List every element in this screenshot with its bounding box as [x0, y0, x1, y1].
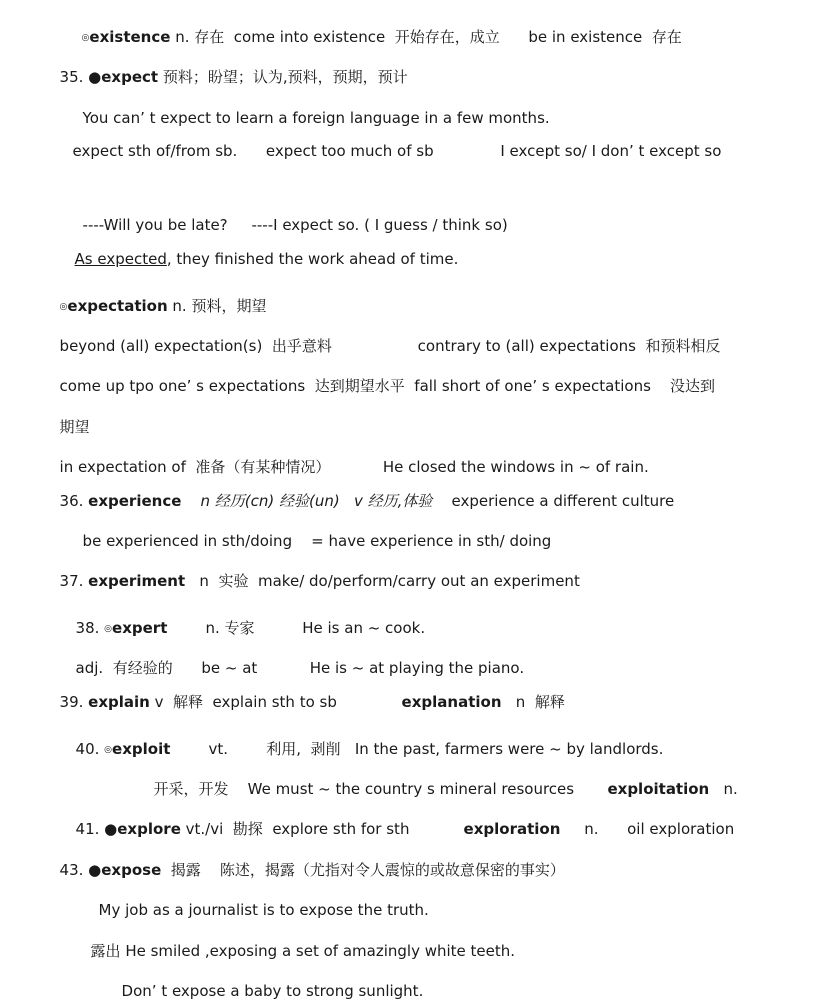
entry-40-exploit: [66, 719, 663, 760]
definition-text: n. 预料，期望: [167, 297, 267, 315]
definition-text: n 实验 make/ do/perform/carry out an experiment: [185, 572, 580, 590]
headword: ●explore: [104, 820, 181, 838]
circle-bullet-icon: ◎: [81, 33, 90, 43]
entry-number: 35.: [59, 68, 89, 86]
headword: existence: [89, 28, 171, 46]
related-word-explanation: [392, 672, 565, 712]
phrase-text: 开采，开发 We must ~ the country s mineral resources: [153, 780, 608, 798]
example-text: , they finished the work ahead of time.: [166, 250, 459, 268]
circle-bullet-icon: ◎: [104, 745, 113, 755]
definition-text: n. oil exploration: [560, 820, 735, 838]
definition-text: v 解释 explain sth to sb: [149, 693, 337, 711]
entry-36-experience: [50, 471, 674, 511]
entry-37-experiment: [50, 551, 580, 591]
phrase-text: adj. 有经验的 be ~ at He is ~ at playing the piano.: [75, 659, 525, 677]
headword: explain: [88, 693, 150, 711]
related-headword: exploitation: [607, 780, 710, 798]
phrase-line: [50, 316, 720, 356]
example-sentence: [65, 229, 458, 269]
entry-39-explain: [50, 672, 337, 712]
related-word-exploration: [454, 799, 734, 839]
example-text: Don’ t expose a baby to strong sunlight.: [121, 982, 424, 1000]
phrase-line: [63, 121, 721, 161]
circle-bullet-icon: ◎: [104, 624, 113, 634]
phrase-line: [144, 759, 738, 799]
entry-38-expert: [66, 598, 425, 639]
example-sentence: [81, 921, 515, 961]
definition-text: n 解释: [501, 693, 565, 711]
entry-41-explore: [66, 799, 409, 839]
phrase-text: beyond (all) expectation(s) 出乎意料 contrary to (all) expectations 和预料相反: [59, 337, 721, 355]
entry-number: 36.: [59, 492, 89, 510]
entry-number: 38.: [75, 619, 105, 637]
definition-text: vt. 利用, 剥削 In the past, farmers were ~ by landlords.: [170, 740, 664, 758]
entry-number: 37.: [59, 572, 89, 590]
headword: ●expect: [88, 68, 159, 86]
definition-text: n. 专家 He is an ~ cook.: [167, 619, 426, 637]
example-text: My job as a journalist is to expose the truth.: [98, 901, 429, 919]
example-text: You can’ t expect to learn a foreign language in a few months.: [82, 109, 550, 127]
part-of-speech: n 经历(cn) 经验(un) v 经历,体验: [200, 492, 433, 510]
headword: experiment: [88, 572, 186, 590]
example-sentence: [89, 880, 429, 920]
headword: exploit: [112, 740, 171, 758]
headword: expectation: [67, 297, 168, 315]
underlined-phrase: As expected: [74, 250, 167, 268]
related-headword: explanation: [401, 693, 502, 711]
entry-43-expose: [50, 840, 565, 880]
headword: expert: [112, 619, 168, 637]
entry-existence: [72, 7, 682, 48]
spacer-text: [181, 492, 200, 510]
example-sentence: [112, 961, 423, 1001]
phrase-text: 期望: [59, 418, 90, 436]
example-text: 露出 He smiled ,exposing a set of amazingly white teeth.: [90, 942, 516, 960]
entry-number: 39.: [59, 693, 89, 711]
dialogue-text: ----Will you be late? ----I expect so. ( I guess / think so): [82, 216, 508, 234]
circle-bullet-icon: ◎: [59, 302, 68, 312]
phrase-text: be experienced in sth/doing = have experience in sth/ doing: [82, 532, 552, 550]
definition-text: experience a different culture: [432, 492, 675, 510]
phrase-text: come up tpo one’ s expectations 达到期望水平 fall short of one’ s expectations 没达到: [59, 377, 715, 395]
entry-number: 43.: [59, 861, 89, 879]
phrase-continuation: [50, 397, 90, 437]
entry-35-expect: [50, 47, 408, 87]
phrase-text: in expectation of 准备（有某种情况） He closed the windows in ~ of rain.: [59, 458, 649, 476]
entry-number: 40.: [75, 740, 105, 758]
headword: experience: [88, 492, 182, 510]
definition-text: 预料；盼望；认为,预料，预期，预计: [158, 68, 408, 86]
entry-expectation: [50, 276, 266, 317]
phrase-line: [50, 356, 715, 396]
headword: ●expose: [88, 861, 162, 879]
phrase-line: [73, 511, 551, 551]
definition-text: vt./vi 勘探 explore sth for sth: [180, 820, 410, 838]
related-headword: exploration: [463, 820, 561, 838]
part-of-speech: n.: [709, 780, 738, 798]
phrase-text: expect sth of/from sb. expect too much of sb I except so/ I don’ t except so: [72, 142, 722, 160]
entry-number: 41.: [75, 820, 105, 838]
definition-text: 揭露 陈述，揭露（尤指对令人震惊的或故意保密的事实）: [161, 861, 565, 879]
definition-text: n. 存在 come into existence 开始存在，成立 be in existence 存在: [170, 28, 682, 46]
